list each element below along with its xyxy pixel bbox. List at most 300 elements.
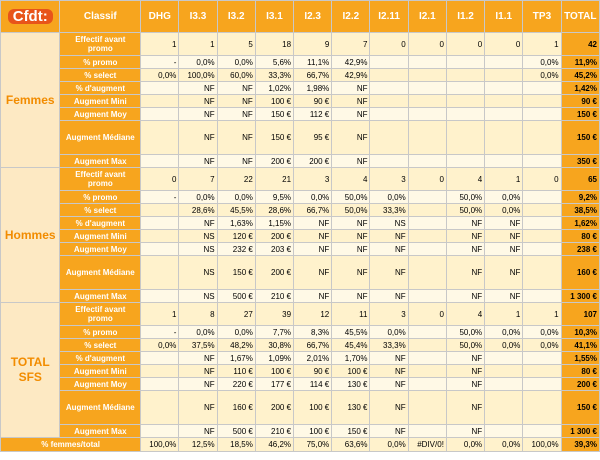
table-cell[interactable]: 120 € [217,230,255,243]
table-cell[interactable]: NF [179,82,217,95]
table-cell[interactable]: NS [179,243,217,256]
table-cell[interactable]: 177 € [255,378,293,391]
table-cell[interactable]: 8 [179,303,217,326]
table-cell[interactable] [446,82,484,95]
table-cell[interactable]: NF [217,121,255,155]
table-cell[interactable]: NF [294,243,332,256]
table-cell[interactable]: NS [370,217,408,230]
table-cell[interactable]: 0 [485,33,523,56]
table-cell[interactable]: 1,98% [294,82,332,95]
table-cell[interactable]: 22 [217,168,255,191]
table-cell[interactable]: 1,67% [217,352,255,365]
table-cell[interactable]: 12 [294,303,332,326]
table-cell[interactable]: 95 € [294,121,332,155]
table-cell[interactable]: NF [179,155,217,168]
table-cell[interactable]: 130 € [332,378,370,391]
table-cell[interactable]: 0 [141,168,179,191]
table-cell[interactable]: 200 € [294,155,332,168]
table-cell[interactable]: NF [179,391,217,425]
footer-cell[interactable]: 63,6% [332,438,370,452]
table-cell[interactable]: 0,0% [523,56,561,69]
table-cell[interactable]: NS [179,256,217,290]
table-cell[interactable]: NF [332,243,370,256]
table-cell[interactable]: 50,0% [446,339,484,352]
table-cell[interactable] [141,108,179,121]
table-cell[interactable]: 38,5% [561,204,599,217]
table-cell[interactable]: 150 € [561,108,599,121]
table-cell[interactable] [408,365,446,378]
table-cell[interactable] [523,290,561,303]
table-cell[interactable]: 232 € [217,243,255,256]
footer-cell[interactable]: 0,0% [370,438,408,452]
table-cell[interactable] [523,352,561,365]
table-cell[interactable]: 150 € [561,121,599,155]
table-cell[interactable] [485,352,523,365]
table-cell[interactable]: 0 [523,168,561,191]
table-cell[interactable]: NF [485,230,523,243]
table-cell[interactable]: NF [370,365,408,378]
table-cell[interactable]: 210 € [255,425,293,438]
footer-cell[interactable]: 12,5% [179,438,217,452]
table-cell[interactable]: NF [446,391,484,425]
table-cell[interactable]: NF [332,155,370,168]
table-cell[interactable]: 11,1% [294,56,332,69]
table-cell[interactable] [408,339,446,352]
table-cell[interactable]: 28,6% [255,204,293,217]
table-cell[interactable]: 3 [370,168,408,191]
table-cell[interactable]: 150 € [255,108,293,121]
footer-cell[interactable]: 0,0% [485,438,523,452]
table-cell[interactable]: 1,62% [561,217,599,230]
table-cell[interactable]: 50,0% [332,204,370,217]
table-cell[interactable]: 45,4% [332,339,370,352]
table-cell[interactable]: 5,6% [255,56,293,69]
table-cell[interactable] [408,256,446,290]
table-cell[interactable]: NF [485,256,523,290]
table-cell[interactable] [446,108,484,121]
table-cell[interactable]: NF [332,290,370,303]
table-cell[interactable] [408,56,446,69]
table-cell[interactable] [141,82,179,95]
table-cell[interactable] [485,56,523,69]
table-cell[interactable] [370,108,408,121]
table-cell[interactable]: 110 € [217,365,255,378]
table-cell[interactable]: 90 € [294,95,332,108]
table-cell[interactable]: 0 [370,33,408,56]
table-cell[interactable]: 100 € [255,365,293,378]
table-cell[interactable]: NF [332,217,370,230]
table-cell[interactable]: 4 [332,168,370,191]
table-cell[interactable]: NF [179,108,217,121]
table-cell[interactable]: 7 [179,168,217,191]
table-cell[interactable]: 1,55% [561,352,599,365]
table-cell[interactable] [523,425,561,438]
table-cell[interactable]: 0,0% [217,56,255,69]
table-cell[interactable]: NS [179,290,217,303]
table-cell[interactable] [408,425,446,438]
table-cell[interactable] [523,121,561,155]
table-cell[interactable]: 0,0% [217,326,255,339]
table-cell[interactable]: 11,9% [561,56,599,69]
table-cell[interactable]: NF [446,290,484,303]
table-cell[interactable]: NF [332,82,370,95]
table-cell[interactable]: 1 [485,168,523,191]
table-cell[interactable]: 66,7% [294,204,332,217]
table-cell[interactable] [141,217,179,230]
table-cell[interactable] [408,204,446,217]
table-cell[interactable]: NF [446,378,484,391]
table-cell[interactable] [408,217,446,230]
table-cell[interactable]: NF [446,425,484,438]
table-cell[interactable]: NF [446,243,484,256]
table-cell[interactable] [523,204,561,217]
table-cell[interactable] [485,95,523,108]
table-cell[interactable]: NF [332,256,370,290]
table-cell[interactable]: 9,5% [255,191,293,204]
table-cell[interactable] [141,121,179,155]
table-cell[interactable]: 350 € [561,155,599,168]
table-cell[interactable] [408,121,446,155]
table-cell[interactable]: NF [179,378,217,391]
table-cell[interactable] [523,365,561,378]
table-cell[interactable]: 9 [294,33,332,56]
table-cell[interactable]: 1,02% [255,82,293,95]
table-cell[interactable] [141,425,179,438]
table-cell[interactable]: NF [294,230,332,243]
table-cell[interactable]: NS [179,230,217,243]
table-cell[interactable]: NF [485,243,523,256]
table-cell[interactable]: 80 € [561,365,599,378]
table-cell[interactable]: 5 [217,33,255,56]
table-cell[interactable]: 112 € [294,108,332,121]
table-cell[interactable]: 0,0% [294,191,332,204]
table-cell[interactable]: 30,8% [255,339,293,352]
table-cell[interactable] [408,191,446,204]
table-cell[interactable]: 28,6% [179,204,217,217]
table-cell[interactable] [408,243,446,256]
table-cell[interactable] [485,378,523,391]
table-cell[interactable]: 114 € [294,378,332,391]
table-cell[interactable]: 100 € [255,95,293,108]
table-cell[interactable]: 1,42% [561,82,599,95]
table-cell[interactable]: NF [370,425,408,438]
table-cell[interactable] [523,243,561,256]
table-cell[interactable]: 7 [332,33,370,56]
table-cell[interactable]: NF [332,121,370,155]
table-cell[interactable]: 2,01% [294,352,332,365]
table-cell[interactable] [141,95,179,108]
table-cell[interactable]: NF [332,108,370,121]
table-cell[interactable]: 50,0% [446,191,484,204]
table-cell[interactable]: 1 300 € [561,425,599,438]
table-cell[interactable]: 10,3% [561,326,599,339]
table-cell[interactable]: NF [370,352,408,365]
table-cell[interactable]: 1,70% [332,352,370,365]
table-cell[interactable]: 0,0% [523,339,561,352]
table-cell[interactable]: NF [332,230,370,243]
table-cell[interactable]: 0,0% [485,326,523,339]
table-cell[interactable]: 0,0% [217,191,255,204]
table-cell[interactable]: 100 € [294,391,332,425]
table-cell[interactable] [446,95,484,108]
table-cell[interactable] [408,378,446,391]
table-cell[interactable]: 45,5% [217,204,255,217]
table-cell[interactable]: NF [370,243,408,256]
table-cell[interactable] [370,82,408,95]
table-cell[interactable] [370,69,408,82]
table-cell[interactable]: 100 € [294,425,332,438]
table-cell[interactable]: 0,0% [370,191,408,204]
table-cell[interactable]: 37,5% [179,339,217,352]
table-cell[interactable] [523,95,561,108]
table-cell[interactable] [523,108,561,121]
table-cell[interactable] [370,155,408,168]
table-cell[interactable]: 33,3% [370,339,408,352]
table-cell[interactable]: 7,7% [255,326,293,339]
table-cell[interactable] [408,326,446,339]
table-cell[interactable] [485,82,523,95]
table-cell[interactable] [408,352,446,365]
table-cell[interactable]: 203 € [255,243,293,256]
table-cell[interactable]: 1 [141,33,179,56]
table-cell[interactable]: 150 € [332,425,370,438]
table-cell[interactable]: 11 [332,303,370,326]
table-cell[interactable] [370,56,408,69]
table-cell[interactable]: 107 [561,303,599,326]
table-cell[interactable] [141,243,179,256]
table-cell[interactable]: NF [217,155,255,168]
table-cell[interactable] [523,217,561,230]
table-cell[interactable] [141,204,179,217]
table-cell[interactable]: 0 [408,303,446,326]
table-cell[interactable]: - [141,326,179,339]
table-cell[interactable]: 150 € [217,256,255,290]
table-cell[interactable] [523,230,561,243]
table-cell[interactable]: 45,2% [561,69,599,82]
table-cell[interactable]: 3 [370,303,408,326]
table-cell[interactable]: 1,09% [255,352,293,365]
table-cell[interactable] [485,365,523,378]
table-cell[interactable] [141,378,179,391]
table-cell[interactable]: 0,0% [141,69,179,82]
table-cell[interactable]: 200 € [255,391,293,425]
table-cell[interactable]: 80 € [561,230,599,243]
table-cell[interactable] [446,56,484,69]
table-cell[interactable]: 1 300 € [561,290,599,303]
table-cell[interactable]: 200 € [255,155,293,168]
table-cell[interactable]: 41,1% [561,339,599,352]
table-cell[interactable]: NF [179,217,217,230]
table-cell[interactable] [141,352,179,365]
table-cell[interactable]: NF [485,217,523,230]
table-cell[interactable]: 0 [446,33,484,56]
table-cell[interactable]: NF [179,365,217,378]
table-cell[interactable] [446,121,484,155]
table-cell[interactable]: 9,2% [561,191,599,204]
table-cell[interactable] [523,378,561,391]
table-cell[interactable] [523,82,561,95]
table-cell[interactable]: NF [370,378,408,391]
table-cell[interactable]: 500 € [217,425,255,438]
table-cell[interactable]: NF [370,256,408,290]
table-cell[interactable]: 50,0% [332,191,370,204]
table-cell[interactable]: 210 € [255,290,293,303]
footer-cell[interactable]: 100,0% [141,438,179,452]
table-cell[interactable] [408,155,446,168]
table-cell[interactable]: 18 [255,33,293,56]
table-cell[interactable]: 160 € [561,256,599,290]
table-cell[interactable]: 0 [408,168,446,191]
table-cell[interactable]: 66,7% [294,69,332,82]
footer-cell[interactable]: 75,0% [294,438,332,452]
table-cell[interactable]: 90 € [294,365,332,378]
table-cell[interactable] [408,290,446,303]
table-cell[interactable]: NF [370,391,408,425]
table-cell[interactable] [485,108,523,121]
table-cell[interactable] [523,391,561,425]
footer-cell[interactable]: 46,2% [255,438,293,452]
table-cell[interactable]: 42,9% [332,69,370,82]
table-cell[interactable]: 4 [446,168,484,191]
table-cell[interactable] [485,391,523,425]
footer-cell[interactable]: #DIV/0! [408,438,446,452]
table-cell[interactable]: NF [446,256,484,290]
table-cell[interactable]: NF [370,230,408,243]
table-cell[interactable]: - [141,56,179,69]
footer-cell[interactable]: 39,3% [561,438,599,452]
table-cell[interactable]: NF [485,290,523,303]
table-cell[interactable]: 0,0% [485,191,523,204]
table-cell[interactable] [408,108,446,121]
table-cell[interactable]: NF [370,290,408,303]
table-cell[interactable]: 8,3% [294,326,332,339]
table-cell[interactable]: 0,0% [523,69,561,82]
table-cell[interactable]: 0,0% [523,326,561,339]
table-cell[interactable]: 4 [446,303,484,326]
table-cell[interactable]: 65 [561,168,599,191]
table-cell[interactable]: 100,0% [179,69,217,82]
footer-cell[interactable]: 0,0% [446,438,484,452]
table-cell[interactable]: 0,0% [179,326,217,339]
table-cell[interactable] [408,230,446,243]
table-cell[interactable]: 238 € [561,243,599,256]
table-cell[interactable]: 200 € [255,256,293,290]
table-cell[interactable] [485,69,523,82]
table-cell[interactable]: NF [179,121,217,155]
table-cell[interactable] [370,121,408,155]
table-cell[interactable]: NF [446,352,484,365]
table-cell[interactable]: 200 € [255,230,293,243]
table-cell[interactable]: 220 € [217,378,255,391]
footer-cell[interactable]: 100,0% [523,438,561,452]
table-cell[interactable]: NF [217,82,255,95]
table-cell[interactable]: 0,0% [485,339,523,352]
table-cell[interactable]: 48,2% [217,339,255,352]
table-cell[interactable] [141,290,179,303]
table-cell[interactable]: 150 € [561,391,599,425]
table-cell[interactable]: 1 [523,303,561,326]
table-cell[interactable] [141,256,179,290]
table-cell[interactable]: 0,0% [141,339,179,352]
table-cell[interactable] [523,191,561,204]
table-cell[interactable]: 3 [294,168,332,191]
table-cell[interactable]: NF [179,352,217,365]
table-cell[interactable]: 66,7% [294,339,332,352]
table-cell[interactable]: 1,15% [255,217,293,230]
table-cell[interactable]: 1 [485,303,523,326]
table-cell[interactable] [446,155,484,168]
table-cell[interactable]: 42,9% [332,56,370,69]
table-cell[interactable] [523,155,561,168]
table-cell[interactable]: 33,3% [255,69,293,82]
table-cell[interactable] [408,391,446,425]
table-cell[interactable] [408,95,446,108]
table-cell[interactable] [141,155,179,168]
table-cell[interactable] [141,230,179,243]
table-cell[interactable] [141,365,179,378]
table-cell[interactable]: 90 € [561,95,599,108]
table-cell[interactable]: 1 [179,33,217,56]
table-cell[interactable]: NF [294,290,332,303]
table-cell[interactable]: NF [446,365,484,378]
table-cell[interactable]: 200 € [561,378,599,391]
table-cell[interactable]: 21 [255,168,293,191]
table-cell[interactable]: 0,0% [485,204,523,217]
table-cell[interactable]: 150 € [255,121,293,155]
table-cell[interactable] [408,82,446,95]
table-cell[interactable]: 33,3% [370,204,408,217]
table-cell[interactable] [141,391,179,425]
table-cell[interactable]: 50,0% [446,204,484,217]
table-cell[interactable]: 100 € [332,365,370,378]
table-cell[interactable]: 27 [217,303,255,326]
table-cell[interactable] [370,95,408,108]
table-cell[interactable]: NF [217,95,255,108]
table-cell[interactable]: 39 [255,303,293,326]
table-cell[interactable]: 130 € [332,391,370,425]
table-cell[interactable]: 500 € [217,290,255,303]
table-cell[interactable] [485,121,523,155]
table-cell[interactable] [485,155,523,168]
table-cell[interactable]: NF [179,95,217,108]
table-cell[interactable]: 0 [408,33,446,56]
footer-cell[interactable]: 18,5% [217,438,255,452]
table-cell[interactable]: NF [294,256,332,290]
table-cell[interactable]: NF [179,425,217,438]
table-cell[interactable]: 1,63% [217,217,255,230]
table-cell[interactable]: NF [294,217,332,230]
table-cell[interactable]: 1 [523,33,561,56]
table-cell[interactable]: 0,0% [179,191,217,204]
table-cell[interactable]: 0,0% [370,326,408,339]
table-cell[interactable]: NF [217,108,255,121]
table-cell[interactable]: NF [446,230,484,243]
table-cell[interactable]: 60,0% [217,69,255,82]
table-cell[interactable]: 160 € [217,391,255,425]
table-cell[interactable] [446,69,484,82]
table-cell[interactable]: NF [332,95,370,108]
table-cell[interactable] [408,69,446,82]
table-cell[interactable]: 0,0% [179,56,217,69]
table-cell[interactable]: - [141,191,179,204]
table-cell[interactable] [485,425,523,438]
table-cell[interactable]: NF [446,217,484,230]
table-cell[interactable] [523,256,561,290]
table-cell[interactable]: 45,5% [332,326,370,339]
table-cell[interactable]: 1 [141,303,179,326]
table-cell[interactable]: 42 [561,33,599,56]
table-cell[interactable]: 50,0% [446,326,484,339]
